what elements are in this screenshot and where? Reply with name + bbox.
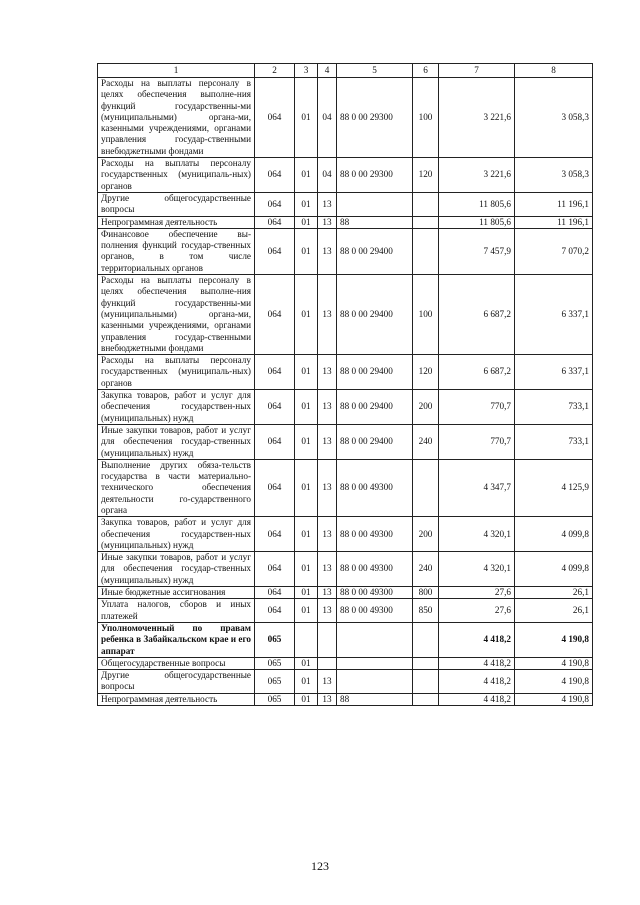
section-cell: 01 — [295, 390, 318, 425]
subsection-cell: 13 — [318, 216, 337, 228]
subsection-cell: 13 — [318, 275, 337, 355]
subsection-cell — [318, 622, 337, 657]
subsection-cell: 13 — [318, 599, 337, 623]
row-name-cell: Расходы на выплаты персоналу государственных (муниципаль-ных) органов — [98, 355, 255, 390]
target-article-cell: 88 0 00 29400 — [337, 355, 413, 390]
table-row — [98, 670, 593, 694]
budget-table — [97, 63, 593, 706]
amount-year2-cell: 4 099,8 — [515, 552, 593, 587]
target-article-cell: 88 0 00 29300 — [337, 158, 413, 193]
expense-type-cell: 800 — [413, 587, 439, 599]
ministry-code-cell: 064 — [255, 424, 295, 459]
ministry-code-cell: 064 — [255, 192, 295, 216]
expense-type-cell — [413, 670, 439, 694]
header-cell: 7 — [439, 64, 515, 78]
amount-year1-cell: 6 687,2 — [439, 275, 515, 355]
amount-year1-cell: 4 320,1 — [439, 517, 515, 552]
target-article-cell: 88 0 00 49300 — [337, 599, 413, 623]
target-article-cell: 88 0 00 49300 — [337, 459, 413, 516]
ministry-code-cell: 064 — [255, 158, 295, 193]
table-row — [98, 192, 593, 216]
expense-type-cell — [413, 693, 439, 705]
expense-type-cell: 850 — [413, 599, 439, 623]
ministry-code-cell: 065 — [255, 657, 295, 669]
amount-year1-cell: 11 805,6 — [439, 192, 515, 216]
target-article-cell: 88 — [337, 216, 413, 228]
amount-year1-cell: 4 418,2 — [439, 670, 515, 694]
amount-year2-cell: 4 190,8 — [515, 657, 593, 669]
expense-type-cell: 200 — [413, 390, 439, 425]
subsection-cell: 13 — [318, 517, 337, 552]
row-name-cell: Уполномоченный по правам ребенка в Забайкальском крае и его аппарат — [98, 622, 255, 657]
ministry-code-cell: 064 — [255, 459, 295, 516]
amount-year2-cell: 6 337,1 — [515, 355, 593, 390]
ministry-code-cell: 064 — [255, 390, 295, 425]
header-cell: 2 — [255, 64, 295, 78]
subsection-cell: 13 — [318, 355, 337, 390]
subsection-cell: 13 — [318, 587, 337, 599]
expense-type-cell — [413, 622, 439, 657]
amount-year1-cell: 770,7 — [439, 390, 515, 425]
expense-type-cell — [413, 216, 439, 228]
target-article-cell — [337, 657, 413, 669]
header-cell: 8 — [515, 64, 593, 78]
expense-type-cell — [413, 228, 439, 274]
amount-year1-cell: 27,6 — [439, 599, 515, 623]
row-name-cell: Выполнение других обяза-тельств государства в части материально-технического обеспечения деятельности го-сударственного органа — [98, 459, 255, 516]
row-name-cell: Общегосударственные вопросы — [98, 657, 255, 669]
ministry-code-cell: 064 — [255, 599, 295, 623]
amount-year1-cell: 4 320,1 — [439, 552, 515, 587]
subsection-cell: 04 — [318, 158, 337, 193]
subsection-cell: 13 — [318, 192, 337, 216]
amount-year2-cell: 733,1 — [515, 390, 593, 425]
subsection-cell — [318, 657, 337, 669]
section-cell: 01 — [295, 599, 318, 623]
amount-year2-cell: 4 099,8 — [515, 517, 593, 552]
table-row — [98, 552, 593, 587]
subsection-cell: 13 — [318, 670, 337, 694]
header-cell: 3 — [295, 64, 318, 78]
expense-type-cell: 100 — [413, 78, 439, 158]
header-cell: 1 — [98, 64, 255, 78]
ministry-code-cell: 064 — [255, 587, 295, 599]
table-row — [98, 517, 593, 552]
table-row — [98, 390, 593, 425]
target-article-cell — [337, 670, 413, 694]
row-name-cell: Другие общегосударственные вопросы — [98, 192, 255, 216]
ministry-code-cell: 064 — [255, 78, 295, 158]
row-name-cell: Закупка товаров, работ и услуг для обеспечения государствен-ных (муниципальных) нужд — [98, 390, 255, 425]
amount-year2-cell: 11 196,1 — [515, 192, 593, 216]
table-row — [98, 459, 593, 516]
row-name-cell: Иные закупки товаров, работ и услуг для обеспечения государ-ственных (муниципальных) нужд — [98, 424, 255, 459]
table-row — [98, 587, 593, 599]
target-article-cell: 88 0 00 29400 — [337, 390, 413, 425]
target-article-cell — [337, 192, 413, 216]
subsection-cell: 13 — [318, 390, 337, 425]
section-cell: 01 — [295, 459, 318, 516]
table-row — [98, 228, 593, 274]
header-cell: 5 — [337, 64, 413, 78]
row-name-cell: Иные закупки товаров, работ и услуг для обеспечения государ-ственных (муниципальных) нужд — [98, 552, 255, 587]
table-row — [98, 216, 593, 228]
table-row — [98, 622, 593, 657]
section-cell: 01 — [295, 552, 318, 587]
amount-year2-cell: 4 125,9 — [515, 459, 593, 516]
table-row — [98, 355, 593, 390]
section-cell: 01 — [295, 275, 318, 355]
subsection-cell: 13 — [318, 552, 337, 587]
table-row — [98, 78, 593, 158]
table-row — [98, 657, 593, 669]
amount-year1-cell: 4 418,2 — [439, 693, 515, 705]
amount-year2-cell: 4 190,8 — [515, 622, 593, 657]
amount-year2-cell: 7 070,2 — [515, 228, 593, 274]
section-cell: 01 — [295, 587, 318, 599]
amount-year2-cell: 4 190,8 — [515, 670, 593, 694]
amount-year1-cell: 4 418,2 — [439, 657, 515, 669]
section-cell — [295, 622, 318, 657]
amount-year1-cell: 27,6 — [439, 587, 515, 599]
target-article-cell: 88 0 00 49300 — [337, 552, 413, 587]
subsection-cell: 04 — [318, 78, 337, 158]
table-row — [98, 158, 593, 193]
amount-year1-cell: 770,7 — [439, 424, 515, 459]
table-row — [98, 599, 593, 623]
amount-year1-cell: 6 687,2 — [439, 355, 515, 390]
target-article-cell: 88 0 00 29400 — [337, 424, 413, 459]
amount-year2-cell: 733,1 — [515, 424, 593, 459]
section-cell: 01 — [295, 228, 318, 274]
amount-year2-cell: 4 190,8 — [515, 693, 593, 705]
section-cell: 01 — [295, 78, 318, 158]
amount-year1-cell: 7 457,9 — [439, 228, 515, 274]
subsection-cell: 13 — [318, 693, 337, 705]
target-article-cell: 88 0 00 49300 — [337, 587, 413, 599]
expense-type-cell — [413, 192, 439, 216]
header-cell: 4 — [318, 64, 337, 78]
row-name-cell: Расходы на выплаты персоналу в целях обеспечения выполне-ния функций государственны-ми (муниципальными) органа-ми, казенными учреждениями, органами управления государ-ственными внебюджетными фондами — [98, 78, 255, 158]
ministry-code-cell: 064 — [255, 355, 295, 390]
target-article-cell: 88 — [337, 693, 413, 705]
amount-year2-cell: 26,1 — [515, 599, 593, 623]
expense-type-cell: 120 — [413, 158, 439, 193]
row-name-cell: Другие общегосударственные вопросы — [98, 670, 255, 694]
amount-year1-cell: 4 418,2 — [439, 622, 515, 657]
section-cell: 01 — [295, 216, 318, 228]
row-name-cell: Расходы на выплаты персоналу государственных (муниципаль-ных) органов — [98, 158, 255, 193]
target-article-cell: 88 0 00 29300 — [337, 78, 413, 158]
amount-year1-cell: 3 221,6 — [439, 78, 515, 158]
row-name-cell: Непрограммная деятельность — [98, 693, 255, 705]
ministry-code-cell: 064 — [255, 216, 295, 228]
table-row — [98, 275, 593, 355]
ministry-code-cell: 064 — [255, 228, 295, 274]
ministry-code-cell: 064 — [255, 275, 295, 355]
expense-type-cell: 240 — [413, 552, 439, 587]
expense-type-cell: 100 — [413, 275, 439, 355]
section-cell: 01 — [295, 158, 318, 193]
section-cell: 01 — [295, 657, 318, 669]
section-cell: 01 — [295, 693, 318, 705]
target-article-cell — [337, 622, 413, 657]
ministry-code-cell: 065 — [255, 622, 295, 657]
amount-year2-cell: 3 058,3 — [515, 158, 593, 193]
expense-type-cell — [413, 459, 439, 516]
page-number: 123 — [311, 859, 329, 873]
subsection-cell: 13 — [318, 424, 337, 459]
row-name-cell: Уплата налогов, сборов и иных платежей — [98, 599, 255, 623]
amount-year1-cell: 11 805,6 — [439, 216, 515, 228]
expense-type-cell: 240 — [413, 424, 439, 459]
amount-year2-cell: 3 058,3 — [515, 78, 593, 158]
row-name-cell: Расходы на выплаты персоналу в целях обеспечения выполне-ния функций государственны-ми (муниципальными) органа-ми, казенными учреждениями, органами управления государ-ственными внебюджетными фондами — [98, 275, 255, 355]
expense-type-cell: 120 — [413, 355, 439, 390]
ministry-code-cell: 065 — [255, 670, 295, 694]
subsection-cell: 13 — [318, 228, 337, 274]
table-header-row — [98, 64, 593, 78]
amount-year1-cell: 4 347,7 — [439, 459, 515, 516]
row-name-cell: Финансовое обеспечение вы-полнения функций государ-ственных органов, в том числе территориальных органов — [98, 228, 255, 274]
header-cell: 6 — [413, 64, 439, 78]
subsection-cell: 13 — [318, 459, 337, 516]
row-name-cell: Иные бюджетные ассигнования — [98, 587, 255, 599]
amount-year2-cell: 11 196,1 — [515, 216, 593, 228]
ministry-code-cell: 064 — [255, 517, 295, 552]
section-cell: 01 — [295, 517, 318, 552]
target-article-cell: 88 0 00 29400 — [337, 228, 413, 274]
target-article-cell: 88 0 00 49300 — [337, 517, 413, 552]
table-row — [98, 424, 593, 459]
section-cell: 01 — [295, 424, 318, 459]
amount-year1-cell: 3 221,6 — [439, 158, 515, 193]
row-name-cell: Закупка товаров, работ и услуг для обеспечения государствен-ных (муниципальных) нужд — [98, 517, 255, 552]
table-row — [98, 693, 593, 705]
amount-year2-cell: 26,1 — [515, 587, 593, 599]
expense-type-cell: 200 — [413, 517, 439, 552]
section-cell: 01 — [295, 192, 318, 216]
section-cell: 01 — [295, 355, 318, 390]
ministry-code-cell: 064 — [255, 552, 295, 587]
ministry-code-cell: 065 — [255, 693, 295, 705]
target-article-cell: 88 0 00 29400 — [337, 275, 413, 355]
section-cell: 01 — [295, 670, 318, 694]
expense-type-cell — [413, 657, 439, 669]
row-name-cell: Непрограммная деятельность — [98, 216, 255, 228]
amount-year2-cell: 6 337,1 — [515, 275, 593, 355]
